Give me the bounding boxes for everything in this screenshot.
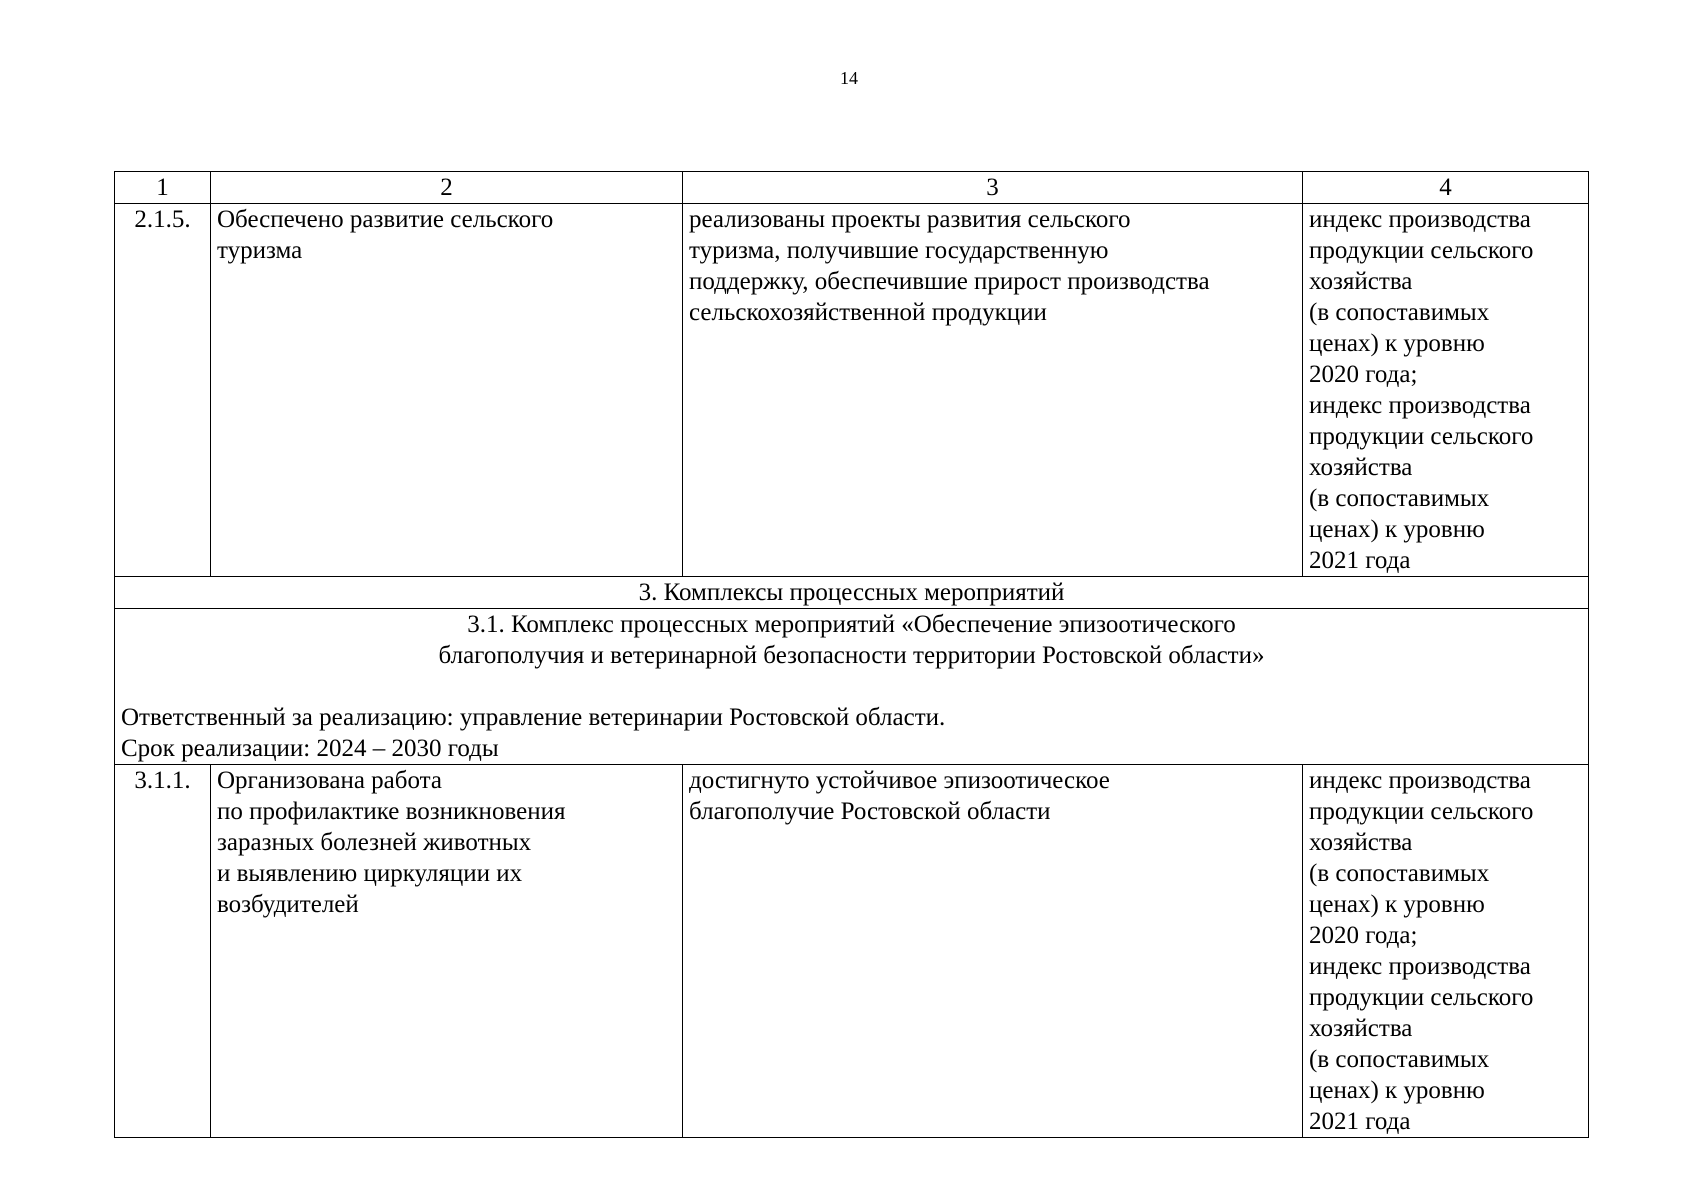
section-row: [115, 577, 1589, 609]
indicator-line: хозяйства: [1309, 268, 1413, 295]
result-cell: [683, 204, 1303, 577]
header-col-4: 4: [1303, 172, 1589, 204]
indicator-line: продукции сельского: [1309, 984, 1534, 1011]
result-line: туризма, получившие государственную: [689, 237, 1109, 264]
subsection-title-line: 3.1. Комплекс процессных мероприятий «Обеспечение эпизоотического: [467, 611, 1236, 638]
subsection-row: [115, 609, 1589, 765]
header-col-2: 2: [211, 172, 683, 204]
task-line: заразных болезней животных: [217, 829, 532, 856]
indicator-line: (в сопоставимых: [1309, 1046, 1490, 1073]
indicator-line: хозяйства: [1309, 829, 1413, 856]
indicator-line: 2021 года: [1309, 1108, 1411, 1135]
row-number: 2.1.5.: [115, 204, 211, 577]
indicator-line: хозяйства: [1309, 1015, 1413, 1042]
result-line: благополучие Ростовской области: [689, 798, 1051, 825]
indicator-line: индекс производства: [1309, 767, 1531, 794]
subsection-title-line: благополучия и ветеринарной безопасности территории Ростовской области»: [438, 642, 1265, 669]
row-number: 3.1.1.: [115, 765, 211, 1138]
task-cell: [211, 204, 683, 577]
subsection-title: [121, 609, 1582, 671]
result-line: поддержку, обеспечившие прирост производства: [689, 268, 1210, 295]
indicator-line: 2020 года;: [1309, 922, 1418, 949]
task-line: туризма: [217, 237, 303, 264]
task-cell: [211, 765, 683, 1138]
indicator-line: хозяйства: [1309, 454, 1413, 481]
indicator-line: ценах) к уровню: [1309, 1077, 1485, 1104]
subsection-cell: [115, 609, 1589, 765]
indicator-line: индекс производства: [1309, 953, 1531, 980]
task-line: возбудителей: [217, 891, 359, 918]
indicator-line: продукции сельского: [1309, 237, 1534, 264]
result-line: достигнуто устойчивое эпизоотическое: [689, 767, 1110, 794]
responsible-text: Ответственный за реализацию: управление ветеринарии Ростовской области.: [121, 704, 946, 731]
indicator-line: 2021 года: [1309, 547, 1411, 574]
task-line: Организована работа: [217, 767, 442, 794]
indicator-line: ценах) к уровню: [1309, 516, 1485, 543]
indicator-line: 2020 года;: [1309, 361, 1418, 388]
indicator-line: (в сопоставимых: [1309, 485, 1490, 512]
result-line: сельскохозяйственной продукции: [689, 299, 1047, 326]
result-cell: [683, 765, 1303, 1138]
table-row: [115, 204, 1589, 577]
section-title: 3. Комплексы процессных мероприятий: [115, 577, 1589, 609]
subsection-info: [121, 702, 1582, 764]
indicator-line: ценах) к уровню: [1309, 330, 1485, 357]
task-line: по профилактике возникновения: [217, 798, 566, 825]
indicator-line: продукции сельского: [1309, 798, 1534, 825]
subsection-spacer: [121, 671, 1582, 702]
indicator-cell: [1303, 204, 1589, 577]
result-line: реализованы проекты развития сельского: [689, 206, 1131, 233]
table-row: [115, 765, 1589, 1138]
indicator-line: ценах) к уровню: [1309, 891, 1485, 918]
indicator-line: (в сопоставимых: [1309, 299, 1490, 326]
period-text: Срок реализации: 2024 – 2030 годы: [121, 735, 499, 762]
indicator-cell: [1303, 765, 1589, 1138]
task-line: Обеспечено развитие сельского: [217, 206, 554, 233]
header-col-1: 1: [115, 172, 211, 204]
task-line: и выявлению циркуляции их: [217, 860, 523, 887]
page-number: 14: [840, 68, 858, 88]
header-col-3: 3: [683, 172, 1303, 204]
measures-table: [114, 171, 1589, 1138]
indicator-line: (в сопоставимых: [1309, 860, 1490, 887]
indicator-line: индекс производства: [1309, 206, 1531, 233]
indicator-line: индекс производства: [1309, 392, 1531, 419]
header-row: [115, 172, 1589, 204]
indicator-line: продукции сельского: [1309, 423, 1534, 450]
